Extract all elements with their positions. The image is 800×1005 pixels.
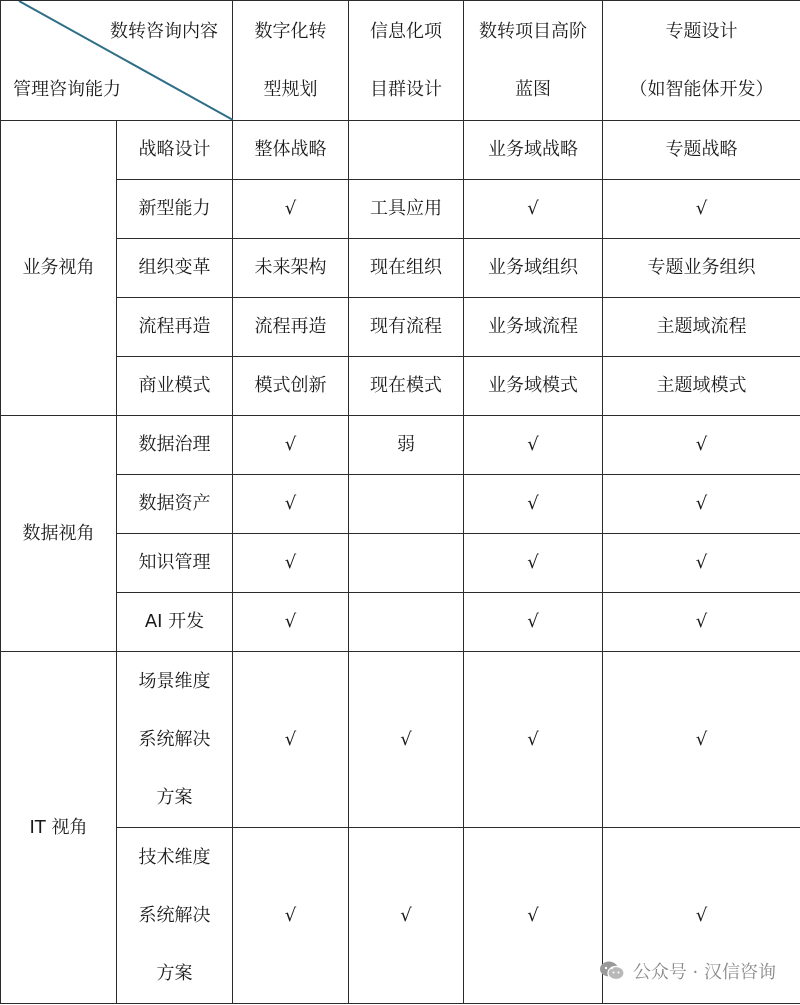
- table-cell: √: [603, 180, 800, 239]
- table-cell: √: [464, 828, 603, 1004]
- table-cell: 整体战略: [233, 121, 349, 180]
- corner-header-cell: [1, 1, 233, 121]
- table-cell: √: [233, 593, 349, 652]
- table-cell: 业务域模式: [464, 357, 603, 416]
- table-cell: 模式创新: [233, 357, 349, 416]
- row-label: 知识管理: [117, 534, 233, 593]
- table-cell: √: [603, 416, 800, 475]
- table-cell: √: [464, 180, 603, 239]
- table-cell: √: [233, 180, 349, 239]
- row-label-line: 系统解决: [138, 904, 211, 926]
- table-cell: √: [603, 534, 800, 593]
- table-cell: √: [464, 593, 603, 652]
- table-cell: √: [464, 652, 603, 828]
- table-cell: 现在模式: [349, 357, 464, 416]
- column-header-line: 目群设计: [370, 78, 442, 100]
- row-label: 数据治理: [117, 416, 233, 475]
- column-header-digital-planning: [233, 1, 349, 121]
- table-row: [1, 652, 800, 828]
- row-label: [117, 828, 233, 1004]
- table-row: [1, 534, 800, 593]
- row-label: 组织变革: [117, 239, 233, 298]
- row-label-line: 场景维度: [138, 670, 211, 692]
- table-cell: 主题域模式: [603, 357, 800, 416]
- table-cell: √: [349, 828, 464, 1004]
- table-cell: [349, 475, 464, 534]
- table-cell: √: [464, 475, 603, 534]
- table-cell: √: [464, 534, 603, 593]
- table-cell: [349, 121, 464, 180]
- watermark: [599, 958, 776, 984]
- table-cell: 专题业务组织: [603, 239, 800, 298]
- corner-top-label: 数转咨询内容: [110, 21, 218, 42]
- row-label: 战略设计: [117, 121, 233, 180]
- row-label-line: 方案: [156, 962, 193, 984]
- row-label-line: 技术维度: [138, 846, 211, 868]
- column-header-line: 数转项目高阶: [479, 20, 587, 42]
- table-cell: [349, 534, 464, 593]
- table-cell: √: [233, 534, 349, 593]
- table-cell: √: [233, 652, 349, 828]
- table-row: [1, 593, 800, 652]
- table-cell: 专题战略: [603, 121, 800, 180]
- table-cell: √: [603, 828, 800, 1004]
- table-row: [1, 357, 800, 416]
- column-header-line: 专题设计: [665, 20, 738, 42]
- column-header-blueprint: [464, 1, 603, 121]
- row-label: 数据资产: [117, 475, 233, 534]
- row-label-line: 方案: [156, 786, 193, 808]
- table-cell: 流程再造: [233, 298, 349, 357]
- table-cell: √: [349, 652, 464, 828]
- table-cell: 工具应用: [349, 180, 464, 239]
- row-label: 商业模式: [117, 357, 233, 416]
- diagonal-divider: [1, 1, 233, 120]
- header-row: [1, 1, 800, 121]
- column-header-line: 信息化项: [370, 20, 442, 42]
- row-label: AI 开发: [117, 593, 233, 652]
- table-row: [1, 416, 800, 475]
- row-label: [117, 652, 233, 828]
- category-data: 数据视角: [1, 416, 117, 652]
- table-cell: √: [233, 828, 349, 1004]
- table-cell: 现在组织: [349, 239, 464, 298]
- table-row: [1, 180, 800, 239]
- table-cell: 弱: [349, 416, 464, 475]
- row-label: 新型能力: [117, 180, 233, 239]
- column-header-line: 蓝图: [515, 78, 551, 100]
- table-cell: 业务域组织: [464, 239, 603, 298]
- row-label: 流程再造: [117, 298, 233, 357]
- wechat-icon: [599, 960, 625, 982]
- table-cell: 业务域战略: [464, 121, 603, 180]
- table-row: [1, 475, 800, 534]
- table-row: [1, 298, 800, 357]
- column-header-line: 型规划: [263, 78, 318, 100]
- row-label-line: 系统解决: [138, 728, 211, 750]
- watermark-text: 公众号 · 汉信咨询: [632, 962, 776, 983]
- table-cell: [349, 593, 464, 652]
- table-cell: √: [603, 475, 800, 534]
- table-cell: √: [233, 475, 349, 534]
- table-cell: √: [464, 416, 603, 475]
- column-header-line: （如智能体开发）: [629, 78, 774, 100]
- table-cell: √: [233, 416, 349, 475]
- corner-bottom-label: 管理咨询能力: [13, 79, 121, 100]
- table-cell: 现有流程: [349, 298, 464, 357]
- table-cell: 业务域流程: [464, 298, 603, 357]
- table-cell: 未来架构: [233, 239, 349, 298]
- category-business: 业务视角: [1, 121, 117, 416]
- table-cell: √: [603, 652, 800, 828]
- column-header-special-design: [603, 1, 800, 121]
- table-row: [1, 239, 800, 298]
- table-cell: 主题域流程: [603, 298, 800, 357]
- table-row: [1, 121, 800, 180]
- table-cell: √: [603, 593, 800, 652]
- category-it: IT 视角: [1, 652, 117, 1004]
- column-header-line: 数字化转: [254, 20, 327, 42]
- column-header-it-project-design: [349, 1, 464, 121]
